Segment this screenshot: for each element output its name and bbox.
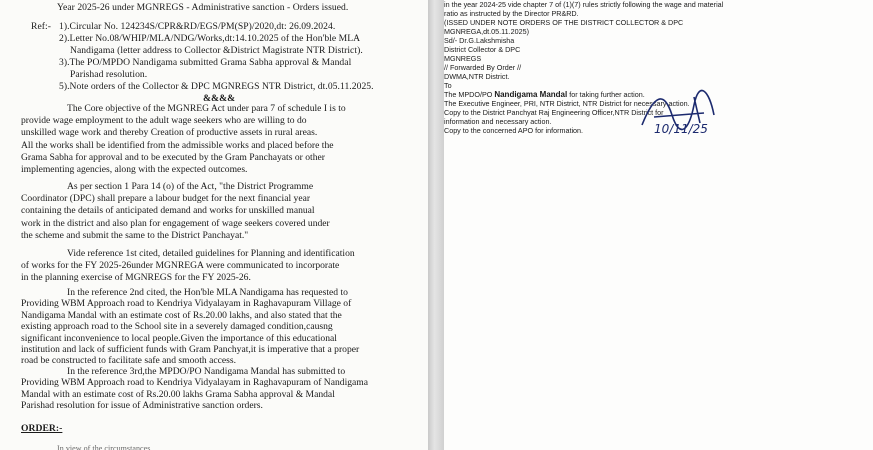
to-label: To	[444, 81, 452, 90]
paragraph-section: Coordinator (DPC) shall prepare a labour budget for the next financial year	[21, 193, 311, 205]
separator: &&&&	[203, 93, 236, 104]
paragraph-reference-3: In the reference 3rd,the MPDO/PO Nandigama Mandal has submitted to	[67, 366, 346, 377]
page-gutter	[428, 0, 444, 450]
continued-line: in the year 2024-25 vide chapter 7 of (1)(7) rules strictly following the wage and material	[444, 0, 724, 9]
recipient-text: The MPDO/PO	[444, 90, 495, 99]
recipient-text: for taking further action.	[567, 90, 645, 99]
signature-date: 10/11/25	[654, 122, 708, 136]
right-document-page	[444, 0, 873, 450]
reference-line: Nandigama (letter address to Collector &District Magistrate NTR District).	[70, 45, 363, 56]
paragraph-reference-2: In the reference 2nd cited, the Hon'ble MLA Nandigama has requested to	[67, 287, 348, 298]
paragraph-reference-2: significant inconvenience to local people.Given the importance of this educational	[21, 332, 337, 344]
paragraph-reference-3: Mandal with an estimate cost of Rs.20.00 lakhs Grama Sabha approval & Mandal	[21, 388, 335, 400]
paragraph-guidelines: Vide reference 1st cited, detailed guidelines for Planning and identification	[67, 248, 355, 259]
paragraph-reference-2: Nandigama Mandal with an estimate cost of Rs.20.00 lakhs, and also stated that the	[21, 309, 342, 321]
paragraph-reference-2: road be constructed to facilitate safe and smooth access.	[21, 355, 236, 367]
recipient-text: The Executive Engineer, PRI, NTR District, NTR District for necessary action.	[444, 99, 690, 108]
order-heading: ORDER:-	[21, 423, 63, 434]
paragraph-section: work in the district and also plan for engagement of wage seekers covered under	[21, 217, 330, 229]
paragraph-reference-3: Providing WBM Approach road to Kendriya Vidyalayam in Raghavapuram of Nandigama	[21, 377, 369, 389]
paragraph-reference-2: existing approach road to the School site in a severely damaged condition,causng	[21, 321, 333, 333]
paragraph-objective: implementing agencies, along with the expected outcomes.	[21, 164, 248, 175]
paragraph-objective: All the works shall be identified from the admissible works and placed before the	[21, 139, 334, 151]
signatory-line: Sd/- Dr.G.Lakshmisha	[444, 36, 515, 45]
reference-line: 1).Circular No. 124234S/CPR&RD/EGS/PM(SP)/2020,dt: 26.09.2024.	[59, 21, 336, 32]
issued-line: (ISSED UNDER NOTE ORDERS OF THE DISTRICT COLLECTOR & DPC	[444, 18, 684, 27]
ref-label: Ref:-	[31, 21, 51, 32]
forwarded-line: // Forwarded By Order //	[444, 63, 522, 72]
paragraph-guidelines: of works for the FY 2025-26under MGNREGA were communicated to incorporate	[21, 260, 340, 272]
paragraph-objective: provide wage employment to the adult wage seekers who are willing to do	[21, 115, 307, 127]
recipient-bold: Nandigama Mandal	[494, 90, 568, 99]
left-document-page	[0, 0, 428, 450]
recipient-text: Copy to the District Panchyat Raj Engineering Officer,NTR District for	[444, 108, 664, 117]
paragraph-section: containing the details of anticipated demand and works for unskilled manual	[21, 205, 315, 217]
forwarded-office: DWMA,NTR District.	[444, 72, 510, 81]
paragraph-objective: The Core objective of the MGNREG Act under para 7 of schedule I is to	[67, 103, 346, 114]
paragraph-reference-3: Parishad resolution for issue of Administrative sanction orders.	[21, 400, 263, 412]
reference-line: Parishad resolution.	[70, 69, 148, 80]
paragraph-section: the scheme and submit the same to the District Panchayat."	[21, 229, 249, 241]
issued-line: MGNREGA,dt.05.11.2025)	[444, 27, 529, 36]
paragraph-reference-2: institution and lack of sufficient funds with Gram Panchyat,it is imperative that a proper	[21, 344, 360, 355]
paragraph-objective: Grama Sabha for approval and to be executed by the Gram Panchayats or other	[21, 151, 325, 163]
paragraph-section: As per section 1 Para 14 (o) of the Act, "the District Programme	[67, 181, 314, 192]
signatory-line: MGNREGS	[444, 54, 482, 63]
paragraph-objective: unskilled wage work and thereby Creation of productive assets in rural areas.	[21, 127, 318, 139]
reference-line: 2).Letter No.08/WHIP/MLA/NDG/Works,dt:14.10.2025 of the Hon'ble MLA	[59, 33, 361, 44]
reference-line: 3).The PO/MPDO Nandigama submitted Grama Sabha approval & Mandal	[59, 57, 352, 68]
continued-line: ratio as instructed by the Director PR&RD.	[444, 9, 579, 18]
subject-line: Year 2025-26 under MGNREGS - Administrative sanction - Orders issued.	[57, 2, 349, 13]
recipient-text: Copy to the concerned APO for information.	[444, 126, 584, 135]
reference-line: 5).Note orders of the Collector & DPC MGNREGS NTR District, dt.05.11.2025.	[59, 81, 374, 92]
paragraph-reference-2: Providing WBM Approach road to Kendriya Vidyalayam in Raghavapuram Village of	[21, 298, 352, 310]
paragraph-guidelines: in the planning exercise of MGNREGS for the FY 2025-26.	[21, 272, 251, 284]
order-partial-text: In view of the circumstances...	[57, 444, 157, 450]
recipient-text: information and necessary action.	[444, 117, 552, 126]
signatory-line: District Collector & DPC	[444, 45, 521, 54]
